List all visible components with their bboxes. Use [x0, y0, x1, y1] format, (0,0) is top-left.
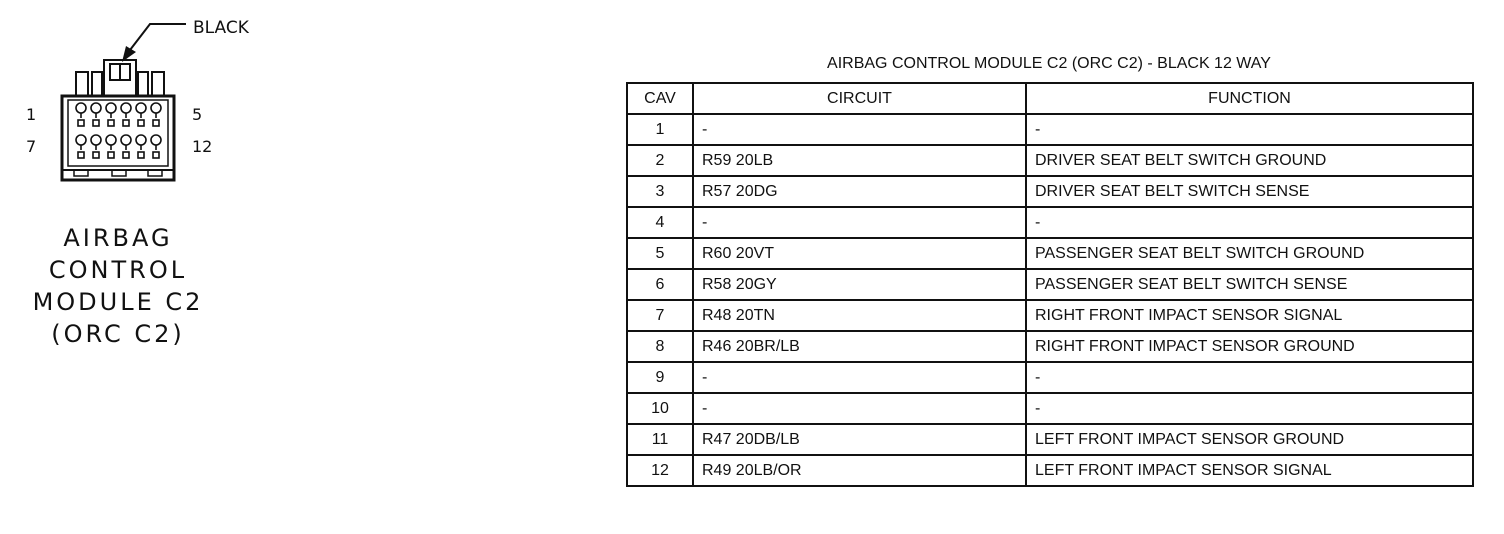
- cell-circuit: R58 20GY: [693, 269, 1026, 300]
- header-function: FUNCTION: [1026, 83, 1473, 114]
- cell-function: DRIVER SEAT BELT SWITCH GROUND: [1026, 145, 1473, 176]
- table-row: [627, 145, 1473, 176]
- cell-circuit: R48 20TN: [693, 300, 1026, 331]
- table-row: [627, 176, 1473, 207]
- table-row: [627, 300, 1473, 331]
- table-header: [627, 83, 1473, 114]
- cell-circuit: -: [693, 207, 1026, 238]
- connector-caption: [30, 222, 206, 350]
- cell-function: PASSENGER SEAT BELT SWITCH SENSE: [1026, 269, 1473, 300]
- cell-circuit: -: [693, 362, 1026, 393]
- table-row: [627, 455, 1473, 486]
- cell-cav: 2: [627, 145, 693, 176]
- header-circuit: CIRCUIT: [693, 83, 1026, 114]
- connector-latch: [104, 60, 136, 96]
- color-leader-line: [130, 24, 186, 50]
- caption-line: CONTROL: [48, 256, 188, 284]
- cavity-row-bottom: [76, 135, 161, 158]
- cell-function: -: [1026, 207, 1473, 238]
- cell-cav: 6: [627, 269, 693, 300]
- cell-cav: 7: [627, 300, 693, 331]
- cell-function: DRIVER SEAT BELT SWITCH SENSE: [1026, 176, 1473, 207]
- pin-label-bottom-left: 7: [26, 137, 37, 156]
- cell-cav: 11: [627, 424, 693, 455]
- pin-label-top-left: 1: [26, 105, 37, 124]
- header-row: [627, 83, 1473, 114]
- cavity-row-top: [76, 103, 161, 126]
- table-row: [627, 207, 1473, 238]
- connector-diagram: [0, 0, 300, 220]
- cell-cav: 5: [627, 238, 693, 269]
- table-row: [627, 269, 1473, 300]
- table-row: [627, 331, 1473, 362]
- cell-cav: 9: [627, 362, 693, 393]
- cell-function: LEFT FRONT IMPACT SENSOR GROUND: [1026, 424, 1473, 455]
- cell-function: -: [1026, 362, 1473, 393]
- cell-cav: 4: [627, 207, 693, 238]
- cell-function: -: [1026, 114, 1473, 145]
- caption-line: AIRBAG: [63, 224, 173, 252]
- cell-cav: 10: [627, 393, 693, 424]
- cell-cav: 8: [627, 331, 693, 362]
- cell-function: PASSENGER SEAT BELT SWITCH GROUND: [1026, 238, 1473, 269]
- table-row: [627, 393, 1473, 424]
- cell-circuit: -: [693, 393, 1026, 424]
- cell-cav: 3: [627, 176, 693, 207]
- cell-cav: 1: [627, 114, 693, 145]
- table-body: [627, 114, 1473, 486]
- cell-circuit: R60 20VT: [693, 238, 1026, 269]
- table-row: [627, 424, 1473, 455]
- cell-function: RIGHT FRONT IMPACT SENSOR GROUND: [1026, 331, 1473, 362]
- cell-circuit: R59 20LB: [693, 145, 1026, 176]
- caption-line: (ORC C2): [51, 320, 185, 348]
- cell-circuit: -: [693, 114, 1026, 145]
- cell-function: LEFT FRONT IMPACT SENSOR SIGNAL: [1026, 455, 1473, 486]
- table-row: [627, 114, 1473, 145]
- connector-shell: [62, 96, 174, 180]
- cell-cav: 12: [627, 455, 693, 486]
- pinout-table: [626, 82, 1474, 487]
- cell-function: -: [1026, 393, 1473, 424]
- table-row: [627, 238, 1473, 269]
- connector-color-label: BLACK: [193, 18, 249, 38]
- caption-line: MODULE C2: [32, 288, 204, 316]
- cell-circuit: R57 20DG: [693, 176, 1026, 207]
- cell-circuit: R46 20BR/LB: [693, 331, 1026, 362]
- pin-label-bottom-right: 12: [192, 137, 213, 156]
- table-title: AIRBAG CONTROL MODULE C2 (ORC C2) - BLACK 12 WAY: [827, 55, 1271, 72]
- table-row: [627, 362, 1473, 393]
- pin-label-top-right: 5: [192, 105, 203, 124]
- cell-function: RIGHT FRONT IMPACT SENSOR SIGNAL: [1026, 300, 1473, 331]
- cell-circuit: R49 20LB/OR: [693, 455, 1026, 486]
- header-cav: CAV: [627, 83, 693, 114]
- connector-face-drawing: [0, 0, 300, 220]
- cell-circuit: R47 20DB/LB: [693, 424, 1026, 455]
